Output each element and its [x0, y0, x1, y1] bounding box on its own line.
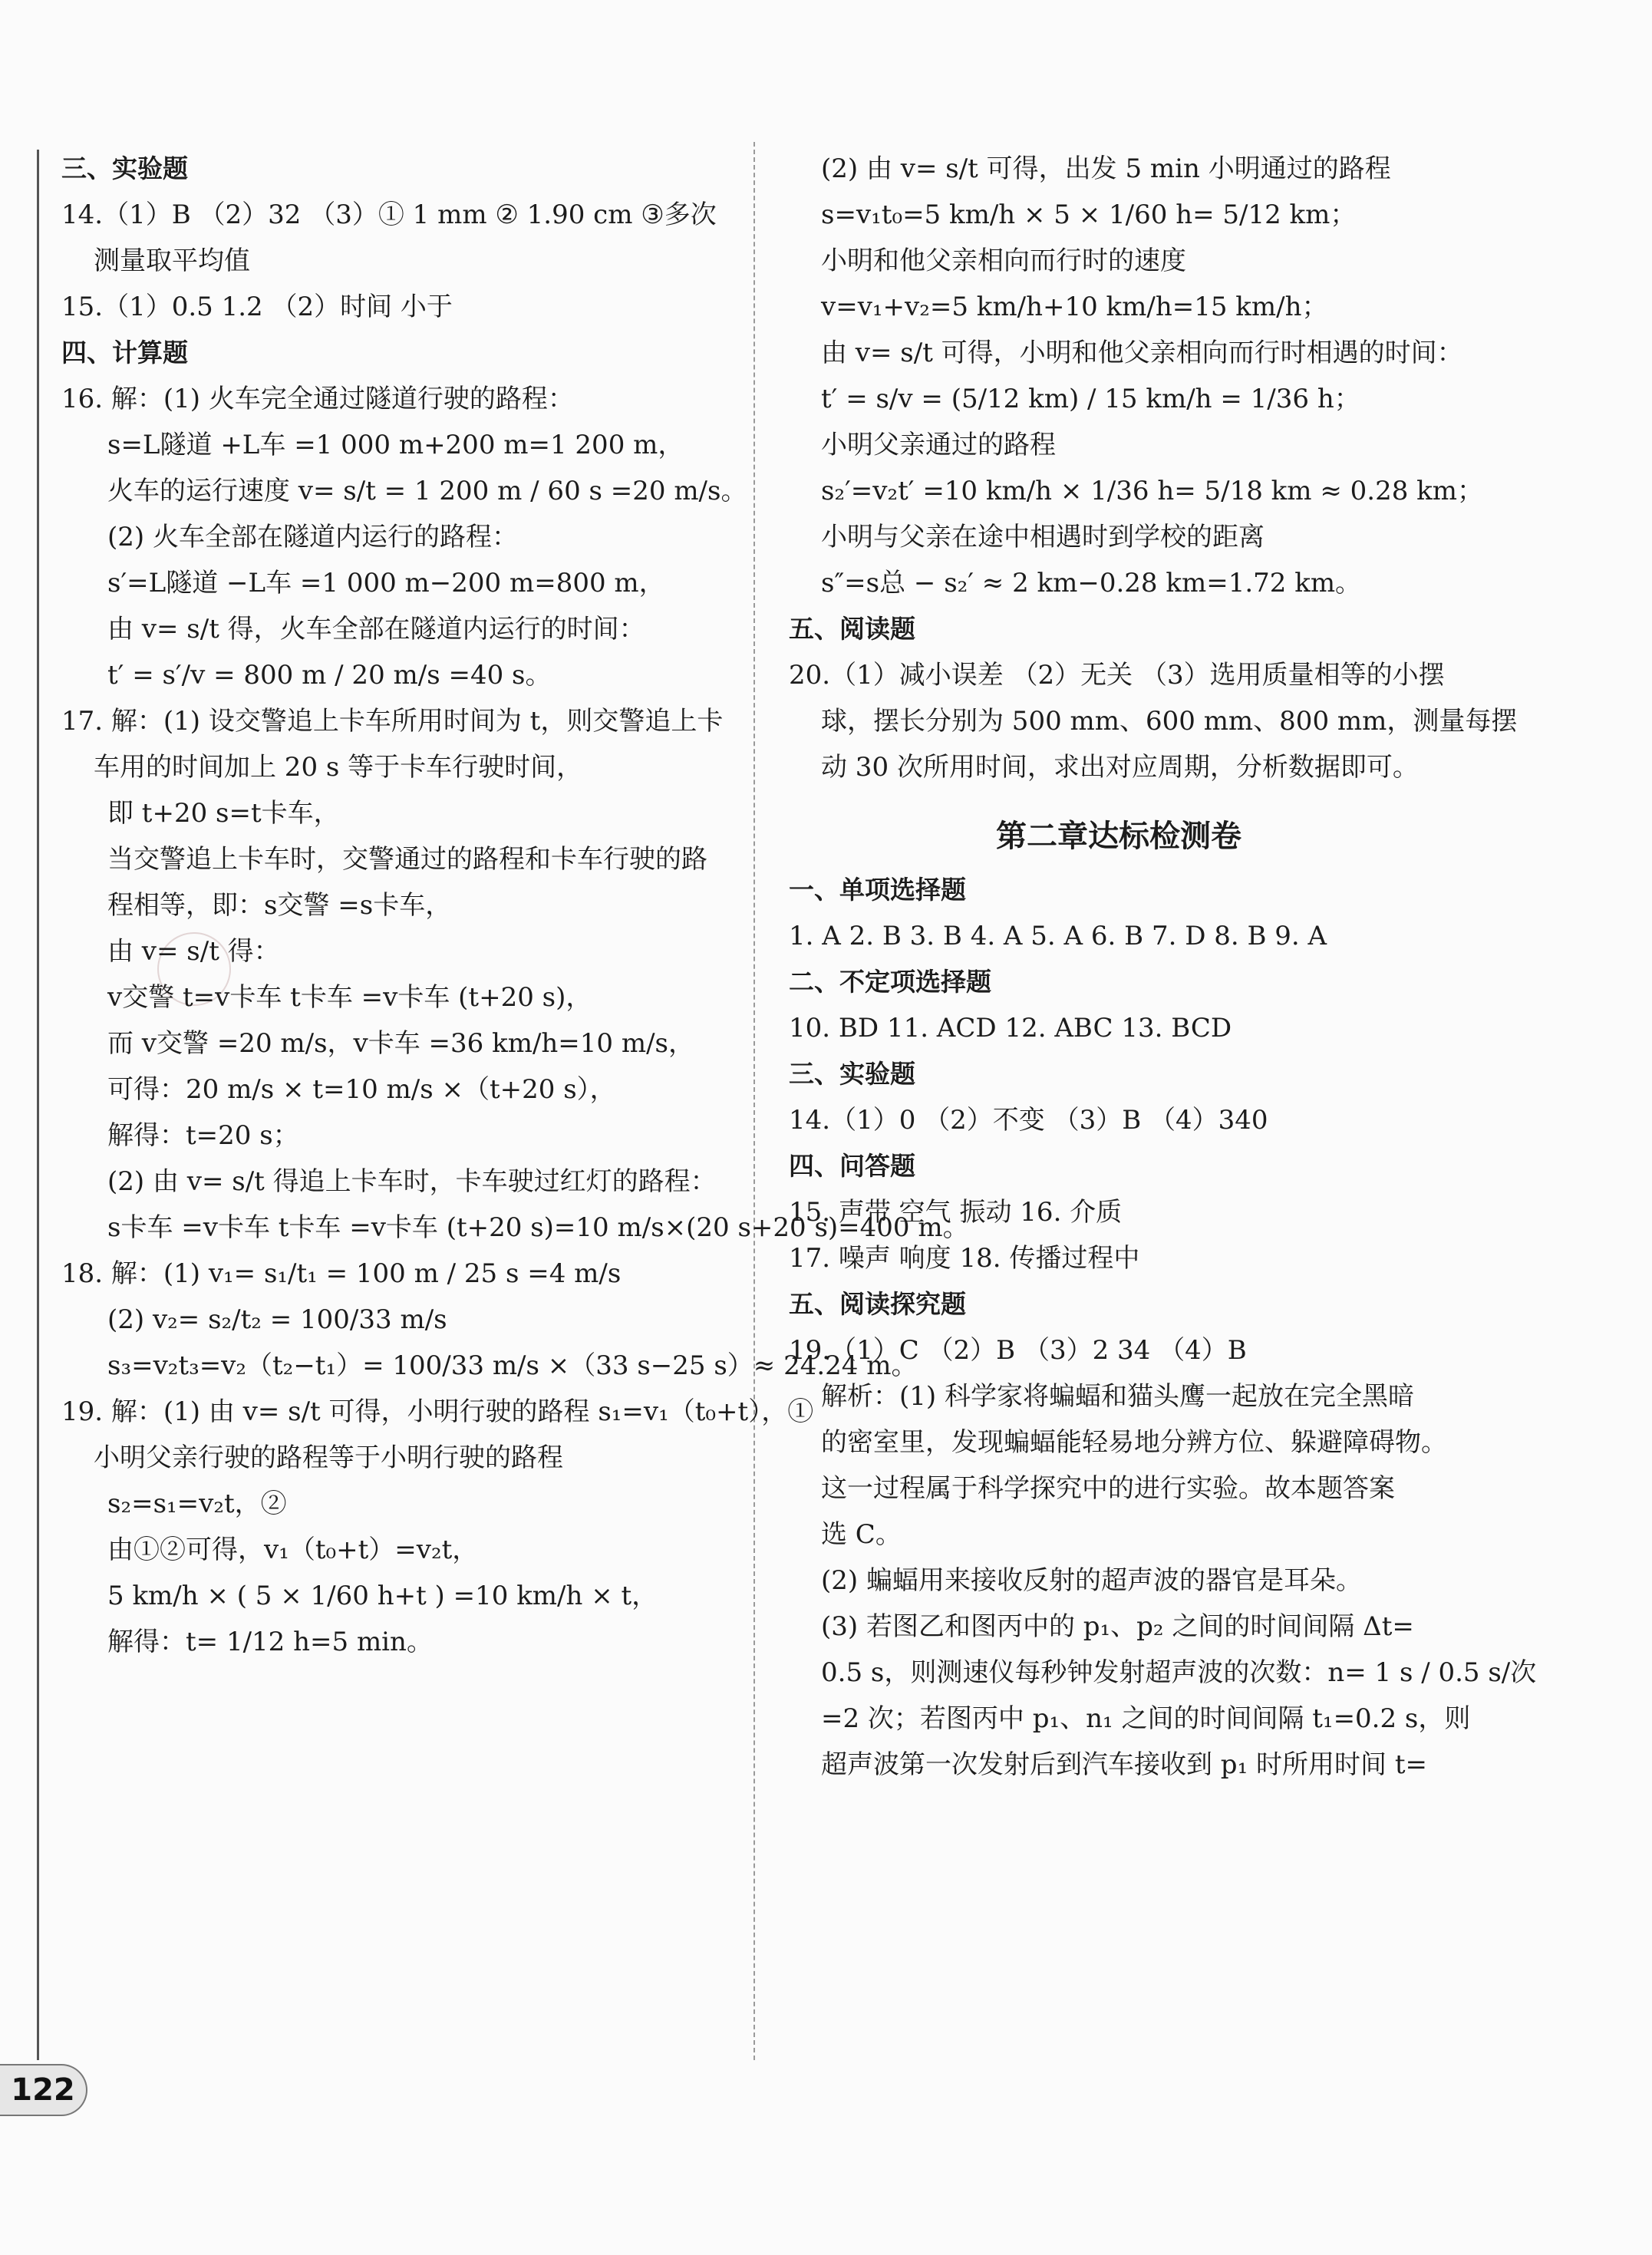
text-line: 测量取平均值	[94, 246, 250, 276]
text-line: t′ = s′/v = 800 m / 20 m/s =40 s。	[107, 660, 552, 691]
text-line: (3) 若图乙和图丙中的 p₁、p₂ 之间的时间间隔 Δt=	[821, 1611, 1414, 1642]
text-line: s₂′=v₂t′ =10 km/h × 1/36 h= 5/18 km ≈ 0.28 km；	[821, 476, 1483, 506]
right-column	[789, 146, 1537, 1788]
text-line: 由①②可得，v₁（t₀+t）=v₂t，	[107, 1535, 479, 1565]
text-line: 16. 解：(1) 火车完全通过隧道行驶的路程：	[61, 384, 574, 414]
text-line: v交警 t=v卡车 t卡车 =v卡车 (t+20 s)，	[107, 982, 592, 1013]
text-line: (2) 由 v= s/t 可得，出发 5 min 小明通过的路程	[821, 153, 1391, 184]
text-line: 20.（1）减小误差 （2）无关 （3）选用质量相等的小摆	[789, 660, 1445, 691]
section-heading: 一、单项选择题	[789, 875, 966, 905]
text-line: 由 v= s/t 可得，小明和他父亲相向而行时相遇的时间：	[821, 338, 1463, 368]
text-line: =2 次；若图丙中 p₁、n₁ 之间的时间间隔 t₁=0.2 s，则	[821, 1703, 1471, 1734]
text-line: 1. A 2. B 3. B 4. A 5. A 6. B 7. D 8. B 9. A	[789, 921, 1327, 951]
text-line: (2) 火车全部在隧道内运行的路程：	[107, 522, 518, 552]
text-line: 5 km/h × ( 5 × 1/60 h+t ) =10 km/h × t，	[107, 1581, 658, 1611]
text-line: 球，摆长分别为 500 mm、600 mm、800 mm，测量每摆	[821, 706, 1518, 737]
text-line: (2) 由 v= s/t 得追上卡车时，卡车驶过红灯的路程：	[107, 1166, 717, 1197]
text-line: 程相等，即：s交警 =s卡车，	[107, 890, 452, 921]
text-line: 0.5 s，则测速仪每秒钟发射超声波的次数：n= 1 s / 0.5 s/次	[821, 1657, 1537, 1688]
text-line: 这一过程属于科学探究中的进行实验。故本题答案	[821, 1473, 1395, 1504]
text-line: 而 v交警 =20 m/s，v卡车 =36 km/h=10 m/s，	[107, 1028, 694, 1059]
text-line: (2) v₂= s₂/t₂ = 100/33 m/s	[107, 1304, 447, 1335]
text-line: 19.（1）C （2）B （3）2 34 （4）B	[789, 1335, 1247, 1366]
text-line: t′ = s/v = (5/12 km) / 15 km/h = 1/36 h；	[821, 384, 1360, 414]
text-line: (2) 蝙蝠用来接收反射的超声波的器官是耳朵。	[821, 1565, 1362, 1596]
text-line: 17. 噪声 响度 18. 传播过程中	[789, 1243, 1140, 1274]
text-line: 的密室里，发现蝙蝠能轻易地分辨方位、躲避障碍物。	[821, 1427, 1447, 1458]
text-line: 由 v= s/t 得：	[107, 936, 280, 967]
section-heading: 三、实验题	[61, 153, 188, 183]
section-heading: 五、阅读探究题	[789, 1289, 966, 1319]
section-heading: 四、计算题	[61, 338, 188, 368]
text-line: 小明父亲通过的路程	[821, 430, 1056, 460]
text-line: 14.（1）0 （2）不变 （3）B （4）340	[789, 1105, 1268, 1136]
page-number: 122	[0, 2064, 87, 2116]
chapter-title: 第二章达标检测卷	[996, 819, 1241, 854]
text-line: 可得：20 m/s × t=10 m/s ×（t+20 s），	[107, 1074, 616, 1105]
section-heading: 二、不定项选择题	[789, 967, 991, 997]
text-line: 即 t+20 s=t卡车，	[107, 798, 340, 829]
text-line: 17. 解：(1) 设交警追上卡车所用时间为 t，则交警追上卡	[61, 706, 724, 737]
text-line: s₃=v₂t₃=v₂（t₂−t₁）= 100/33 m/s ×（33 s−25 s）≈ 24.24 m。	[107, 1350, 918, 1381]
text-line: 解析：(1) 科学家将蝙蝠和猫头鹰一起放在完全黑暗	[821, 1381, 1414, 1412]
text-line: 18. 解：(1) v₁= s₁/t₁ = 100 m / 25 s =4 m/s	[61, 1258, 622, 1289]
text-line: s′=L隧道 −L车 =1 000 m−200 m=800 m，	[107, 568, 665, 598]
text-line: 解得：t=20 s；	[107, 1120, 299, 1151]
text-line: 当交警追上卡车时，交警通过的路程和卡车行驶的路	[107, 844, 707, 875]
text-line: 15. 声带 空气 振动 16. 介质	[789, 1197, 1123, 1228]
text-line: 小明和他父亲相向而行时的速度	[821, 246, 1186, 276]
text-line: v=v₁+v₂=5 km/h+10 km/h=15 km/h；	[821, 292, 1328, 322]
text-line: 车用的时间加上 20 s 等于卡车行驶时间，	[94, 752, 583, 783]
section-heading: 五、阅读题	[789, 614, 915, 644]
text-line: 超声波第一次发射后到汽车接收到 p₁ 时所用时间 t=	[821, 1749, 1427, 1780]
text-line: 火车的运行速度 v= s/t = 1 200 m / 60 s =20 m/s。	[107, 476, 747, 506]
left-margin-rule	[37, 150, 39, 2060]
text-line: s=L隧道 +L车 =1 000 m+200 m=1 200 m，	[107, 430, 684, 460]
text-line: 10. BD 11. ACD 12. ABC 13. BCD	[789, 1013, 1232, 1043]
text-line: 动 30 次所用时间，求出对应周期，分析数据即可。	[821, 752, 1419, 783]
text-line: 选 C。	[821, 1519, 902, 1550]
text-line: s₂=s₁=v₂t，②	[107, 1488, 287, 1519]
column-divider	[753, 142, 755, 2060]
text-line: 15.（1）0.5 1.2 （2）时间 小于	[61, 292, 453, 322]
section-heading: 三、实验题	[789, 1059, 915, 1089]
text-line: s=v₁t₀=5 km/h × 5 × 1/60 h= 5/12 km；	[821, 199, 1357, 230]
text-line: 小明父亲行驶的路程等于小明行驶的路程	[94, 1442, 563, 1473]
text-line: s卡车 =v卡车 t卡车 =v卡车 (t+20 s)=10 m/s×(20 s+20 s)=400 m。	[107, 1212, 969, 1243]
text-line: 小明与父亲在途中相遇时到学校的距离	[821, 522, 1265, 552]
text-line: 14.（1）B （2）32 （3）① 1 mm ② 1.90 cm ③多次	[61, 199, 717, 230]
text-line: 解得：t= 1/12 h=5 min。	[107, 1627, 433, 1657]
section-heading: 四、问答题	[789, 1151, 915, 1181]
text-line: 19. 解：(1) 由 v= s/t 可得，小明行驶的路程 s₁=v₁（t₀+t），①	[61, 1396, 814, 1427]
text-line: 由 v= s/t 得，火车全部在隧道内运行的时间：	[107, 614, 645, 645]
text-line: s″=s总 − s₂′ ≈ 2 km−0.28 km=1.72 km。	[821, 568, 1362, 598]
